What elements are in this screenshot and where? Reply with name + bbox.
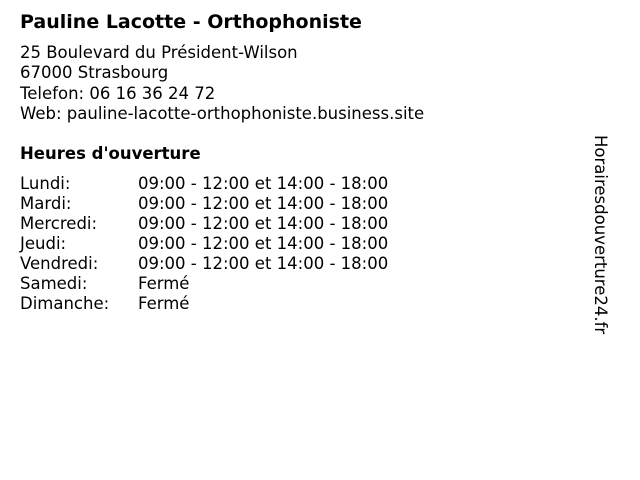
- day-label: Jeudi:: [20, 234, 67, 253]
- website: Web: pauline-lacotte-orthophoniste.business.site: [20, 104, 425, 123]
- opening-hours-table: [20, 174, 388, 314]
- hours-row-wednesday: [20, 214, 388, 234]
- business-name: Pauline Lacotte - Orthophoniste: [20, 11, 362, 33]
- hours-row-tuesday: [20, 194, 388, 214]
- site-brand-vertical: Horairesdouverture24.fr: [591, 135, 610, 335]
- hours-row-sunday: [20, 294, 388, 314]
- address-street: 25 Boulevard du Président-Wilson: [20, 43, 298, 62]
- hours-row-thursday: [20, 234, 388, 254]
- day-label: Vendredi:: [20, 254, 99, 273]
- day-label: Lundi:: [20, 174, 71, 193]
- hours-row-monday: [20, 174, 388, 194]
- day-hours: 09:00 - 12:00 et 14:00 - 18:00: [138, 174, 389, 193]
- day-hours: Fermé: [138, 294, 190, 313]
- day-hours: Fermé: [138, 274, 190, 293]
- day-label: Dimanche:: [20, 294, 110, 313]
- day-hours: 09:00 - 12:00 et 14:00 - 18:00: [138, 234, 389, 253]
- day-hours: 09:00 - 12:00 et 14:00 - 18:00: [138, 254, 389, 273]
- day-hours: 09:00 - 12:00 et 14:00 - 18:00: [138, 214, 389, 233]
- hours-row-saturday: [20, 274, 388, 294]
- day-label: Mardi:: [20, 194, 72, 213]
- opening-hours-heading: Heures d'ouverture: [20, 144, 201, 163]
- hours-row-friday: [20, 254, 388, 274]
- phone-number: Telefon: 06 16 36 24 72: [20, 84, 216, 103]
- address-city: 67000 Strasbourg: [20, 63, 169, 82]
- day-label: Samedi:: [20, 274, 88, 293]
- day-label: Mercredi:: [20, 214, 98, 233]
- day-hours: 09:00 - 12:00 et 14:00 - 18:00: [138, 194, 389, 213]
